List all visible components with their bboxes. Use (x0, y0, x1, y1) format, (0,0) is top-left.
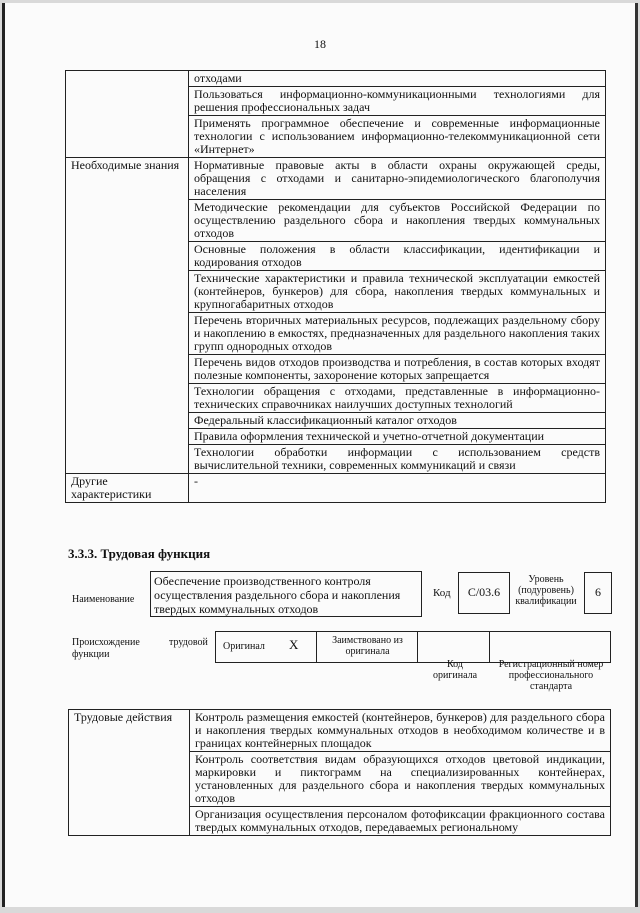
table-cell: Основные положения в области классификации, идентификации и кодирования отходов (189, 242, 606, 271)
table-cell: Перечень видов отходов производства и потребления, в состав которых входят полезные компоненты, захоронение которых запрещается (189, 355, 606, 384)
table-row (66, 474, 606, 503)
origin-label-2: трудовой (169, 637, 208, 648)
origin-label-1: Происхождение (72, 637, 140, 648)
row-label-other: Другие характеристики (66, 474, 189, 503)
table-cell: Технические характеристики и правила технической эксплуатации емкостей (контейнеров, бункеров) для сбора, накопления твердых коммунальных и крупногабаритных отходов (189, 271, 606, 313)
row-label-actions: Трудовые действия (69, 710, 190, 836)
original-cell (215, 631, 318, 663)
table-cell: Методические рекомендации для субъектов Российской Федерации по осуществлению раздельного сбора и накопления твердых коммунальных отходов (189, 200, 606, 242)
table-cell: Организация осуществления персоналом фотофиксации фракционного состава твердых коммунальных отходов, передаваемых региональному (190, 807, 611, 836)
page-number: 18 (314, 37, 326, 51)
table-cell: Технологии обработки информации с использованием средств вычислительной техники, современных коммуникаций и связи (189, 445, 606, 474)
function-name: Обеспечение производственного контроля осуществления раздельного сбора и накопления твердых коммунальных отходов (150, 571, 422, 617)
name-label: Наименование (72, 594, 135, 605)
table-cell: Применять программное обеспечение и современные информационные технологии с использованием информационно-телекоммуникационной сети «Интернет» (189, 116, 606, 158)
table-cell: Правила оформления технической и учетно-отчетной документации (189, 429, 606, 445)
table-cell: - (189, 474, 606, 503)
table-cell: Технологии обращения с отходами, представленные в информационно-технических справочниках наилучших доступных технологий (189, 384, 606, 413)
borrowed-label: Заимствовано из оригинала (332, 635, 403, 657)
origin-label-3: функции (72, 649, 110, 660)
section-heading: 3.3.3. Трудовая функция (68, 546, 211, 561)
original-mark: X (289, 637, 299, 652)
level-label: Уровень (подуровень) квалификации (515, 574, 577, 607)
table-cell: Контроль соответствия видам образующихся отходов цветовой индикации, маркировки и пиктограмм на специализированных контейнерах, установленных для раздельного сбора и накопления твердых коммунальных отходов (190, 752, 611, 807)
table-cell: Перечень вторичных материальных ресурсов, подлежащих раздельному сбору и накоплению в емкостях, предназначенных для раздельного накопления таких групп однородных отходов (189, 313, 606, 355)
document-page (2, 3, 638, 907)
code-caption: Код оригинала (432, 659, 478, 681)
borrowed-cell (316, 631, 419, 663)
regnum-caption: Регистрационный номер профессионального стандарта (498, 659, 604, 692)
level-value: 6 (584, 572, 612, 614)
table-cell: Нормативные правовые акты в области охраны окружающей среды, обращения с отходами и санитарно-эпидемиологического благополучия населения (189, 158, 606, 200)
skills-knowledge-table (65, 70, 606, 503)
table-row (66, 71, 606, 87)
labor-actions-table (68, 709, 611, 836)
row-label-knowledge: Необходимые знания (66, 158, 189, 474)
table-cell: Пользоваться информационно-коммуникационными технологиями для решения профессиональных задач (189, 87, 606, 116)
table-cell: Контроль размещения емкостей (контейнеров, бункеров) для раздельного сбора и накопления твердых коммунальных отходов в необходимом количестве и в границах контейнерных площадок (190, 710, 611, 752)
table-cell: отходами (189, 71, 606, 87)
original-label: Оригинал (223, 641, 265, 652)
function-code: C/03.6 (458, 572, 510, 614)
row-label (66, 71, 189, 158)
table-row (66, 158, 606, 200)
code-label: Код (433, 587, 451, 599)
table-row (69, 710, 611, 752)
table-cell: Федеральный классификационный каталог отходов (189, 413, 606, 429)
